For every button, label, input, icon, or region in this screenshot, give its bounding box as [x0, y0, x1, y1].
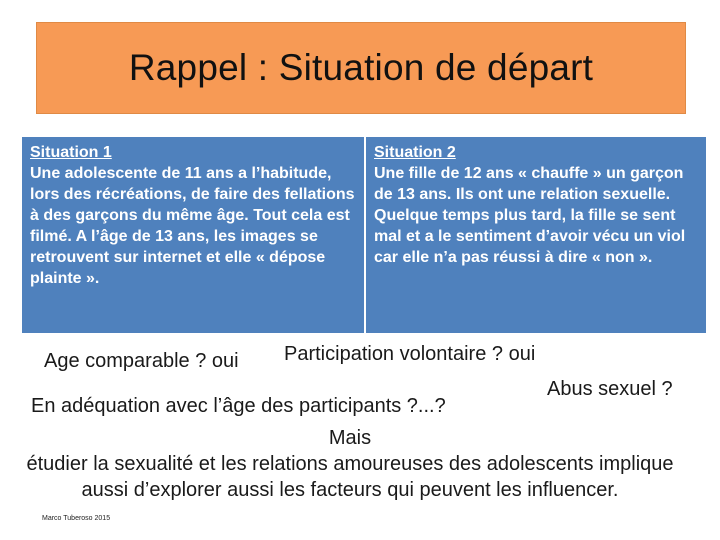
title-box: [36, 22, 686, 114]
situation-1-cell: [22, 137, 364, 333]
footer-author: Marco Tuberoso 2015: [42, 515, 111, 522]
conclusion-mais: Mais: [328, 427, 372, 449]
situations-table: [22, 137, 706, 333]
situation-1-text: Une adolescente de 11 ans a l’habitude, lors des récréations, de faire des fellations à des garçons du même âge. Tout cela est filmé. A l’âge de 13 ans, les images se retrouvent sur internet et elle « dépose plainte ».: [30, 165, 355, 287]
situation-2-text: Une fille de 12 ans « chauffe » un garçon de 13 ans. Ils ont une relation sexuelle. Quelque temps plus tard, la fille se sent mal et a le sentiment d’avoir vécu un viol car elle n’a pas réussi à dire « non ».: [374, 165, 686, 266]
situation-2-cell: [364, 137, 706, 333]
conclusion: [20, 425, 680, 503]
question-abus: Abus sexuel ?: [547, 378, 673, 400]
question-adequation: En adéquation avec l’âge des participants ?...?: [31, 395, 446, 417]
slide-title: Rappel : Situation de départ: [128, 47, 594, 88]
conclusion-text: étudier la sexualité et les relations amoureuses des adolescents implique aussi d’explorer aussi les facteurs qui peuvent les influencer.: [26, 453, 674, 501]
question-age: Age comparable ? oui: [44, 350, 239, 372]
question-participation: Participation volontaire ? oui: [284, 343, 536, 365]
situation-2-title: Situation 2: [374, 144, 456, 161]
situation-1-title: Situation 1: [30, 144, 112, 161]
